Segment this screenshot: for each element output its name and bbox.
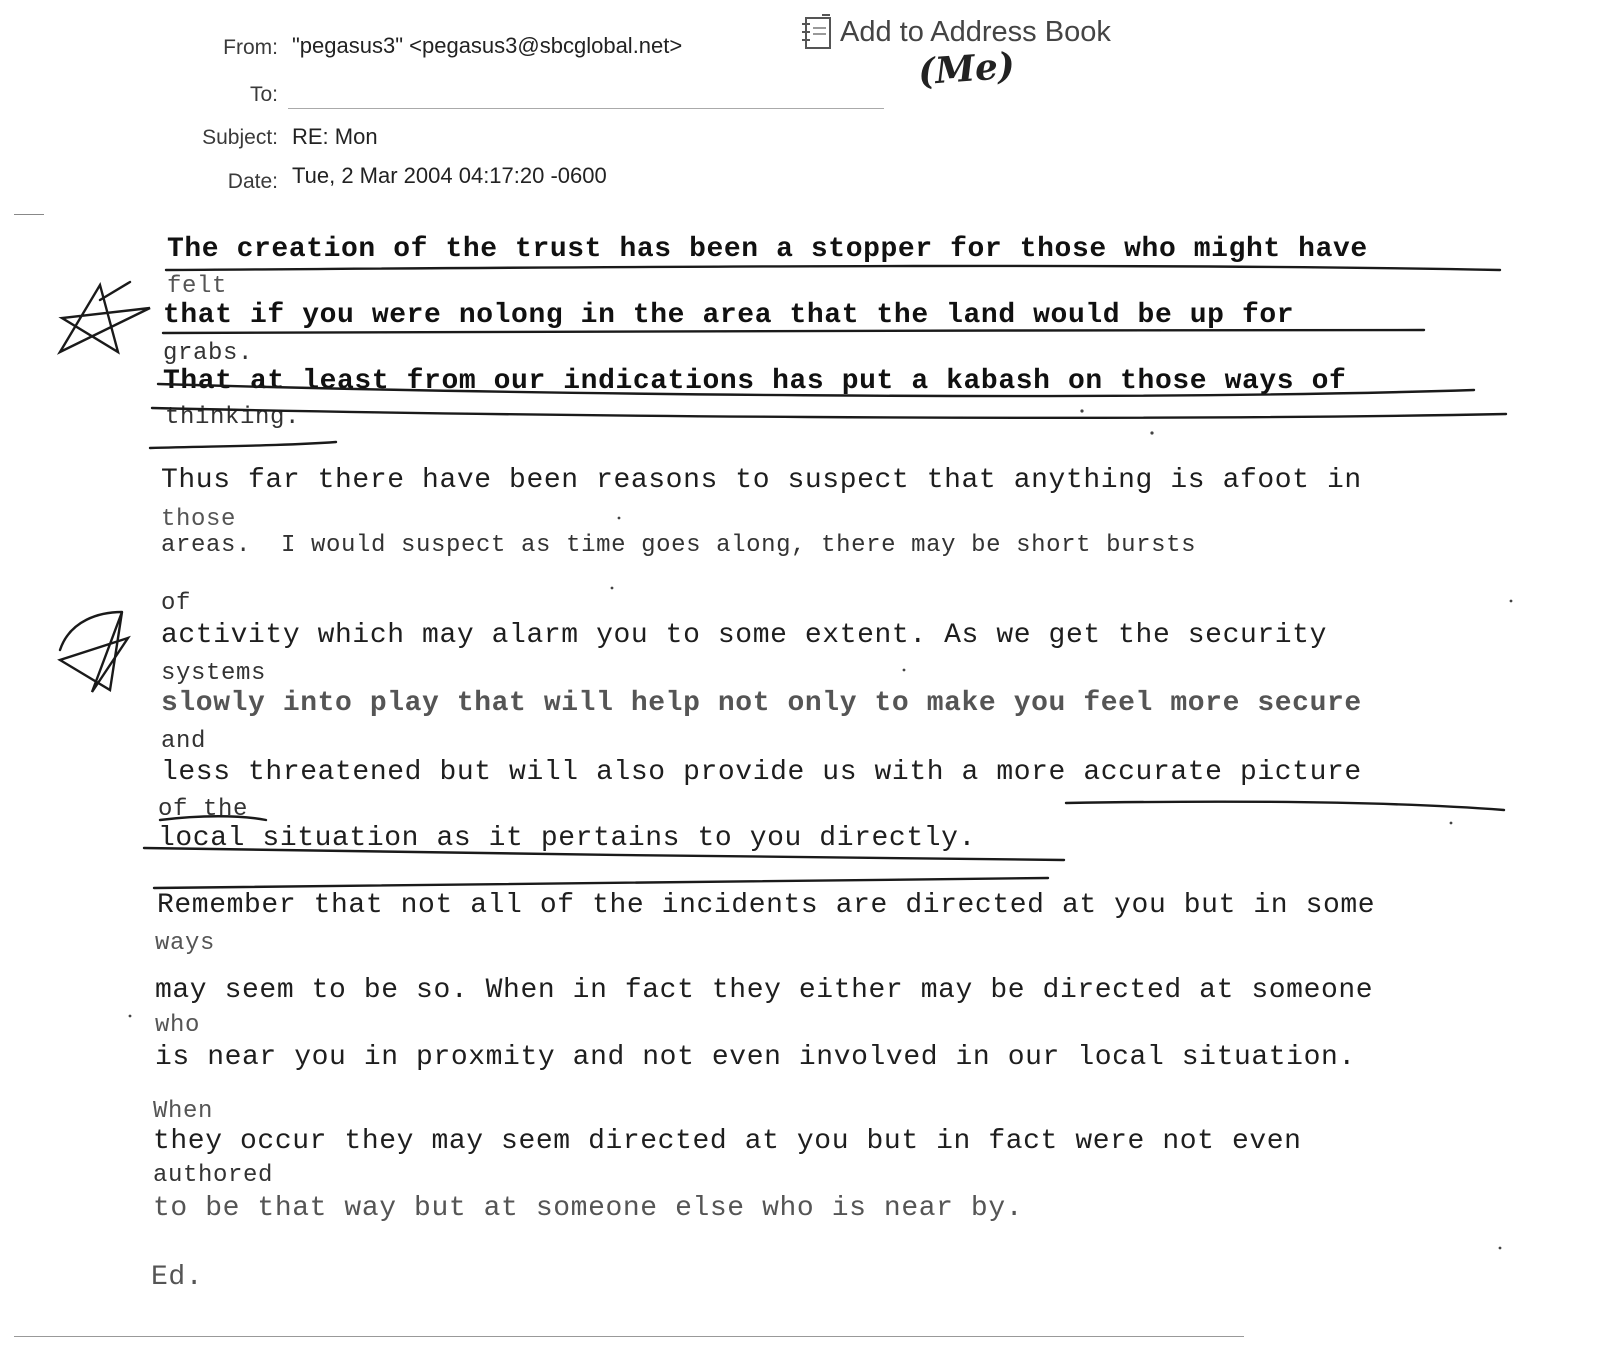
- body-line: That at least from our indications has put a kabash on those ways of: [163, 366, 1347, 397]
- add-to-address-book-label: Add to Address Book: [840, 15, 1111, 48]
- body-line: who: [155, 1012, 201, 1039]
- margin-tick: [14, 214, 44, 215]
- handwritten-note: (Me): [916, 44, 1017, 94]
- subject-value: RE: Mon: [292, 124, 378, 149]
- signature: Ed.: [151, 1262, 204, 1293]
- underline-mark: [150, 442, 336, 448]
- star-mark-icon: [100, 282, 130, 300]
- body-line: is near you in proxmity and not even involved in our local situation.: [155, 1042, 1356, 1073]
- underline-mark: [152, 408, 1506, 418]
- body-line: and: [161, 728, 207, 755]
- body-line: slowly into play that will help not only to make you feel more secure: [161, 688, 1362, 719]
- to-redaction-line: [288, 108, 884, 109]
- body-line: Remember that not all of the incidents are directed at you but in some: [157, 890, 1376, 921]
- body-line: areas. I would suspect as time goes along, there may be short bursts: [161, 532, 1197, 559]
- page-bottom-edge: [14, 1336, 1244, 1337]
- from-value: "pegasus3" <pegasus3@sbcglobal.net>: [292, 33, 683, 58]
- body-line: activity which may alarm you to some extent. As we get the security: [161, 620, 1327, 651]
- body-line: that if you were nolong in the area that the land would be up for: [163, 300, 1295, 331]
- subject-label: Subject:: [202, 126, 278, 149]
- body-line: Thus far there have been reasons to suspect that anything is afoot in: [161, 465, 1362, 496]
- body-line: may seem to be so. When in fact they either may be directed at someone: [155, 975, 1374, 1006]
- underline-mark: [166, 266, 1500, 270]
- body-line: of: [161, 590, 192, 617]
- star-mark-icon: [60, 285, 150, 352]
- date-label: Date:: [227, 170, 278, 193]
- star-mark-icon: [60, 612, 122, 650]
- body-line: authored: [153, 1162, 274, 1189]
- from-label: From:: [223, 36, 278, 59]
- body-line: they occur they may seem directed at you but in fact were not even: [153, 1126, 1302, 1157]
- address-book-icon: [800, 14, 834, 50]
- date-value: Tue, 2 Mar 2004 04:17:20 -0600: [292, 163, 607, 188]
- body-line: systems: [161, 660, 267, 687]
- body-line: When: [153, 1098, 214, 1125]
- underline-mark: [1066, 802, 1504, 810]
- body-line: grabs.: [163, 340, 254, 367]
- to-label: To:: [249, 83, 278, 106]
- body-line: local situation as it pertains to you directly.: [158, 823, 976, 854]
- body-line: of the: [158, 796, 249, 823]
- body-line: The creation of the trust has been a stopper for those who might have: [167, 234, 1368, 265]
- body-line: ways: [155, 930, 216, 957]
- body-line: those: [161, 506, 237, 533]
- body-line: to be that way but at someone else who is near by.: [153, 1193, 1024, 1224]
- add-to-address-book-link[interactable]: [800, 14, 1111, 50]
- body-line: felt: [167, 273, 228, 300]
- body-line: less threatened but will also provide us with a more accurate picture: [161, 757, 1362, 788]
- star-mark-icon: [60, 612, 128, 692]
- body-line: thinking.: [165, 404, 301, 431]
- underline-mark: [154, 878, 1048, 888]
